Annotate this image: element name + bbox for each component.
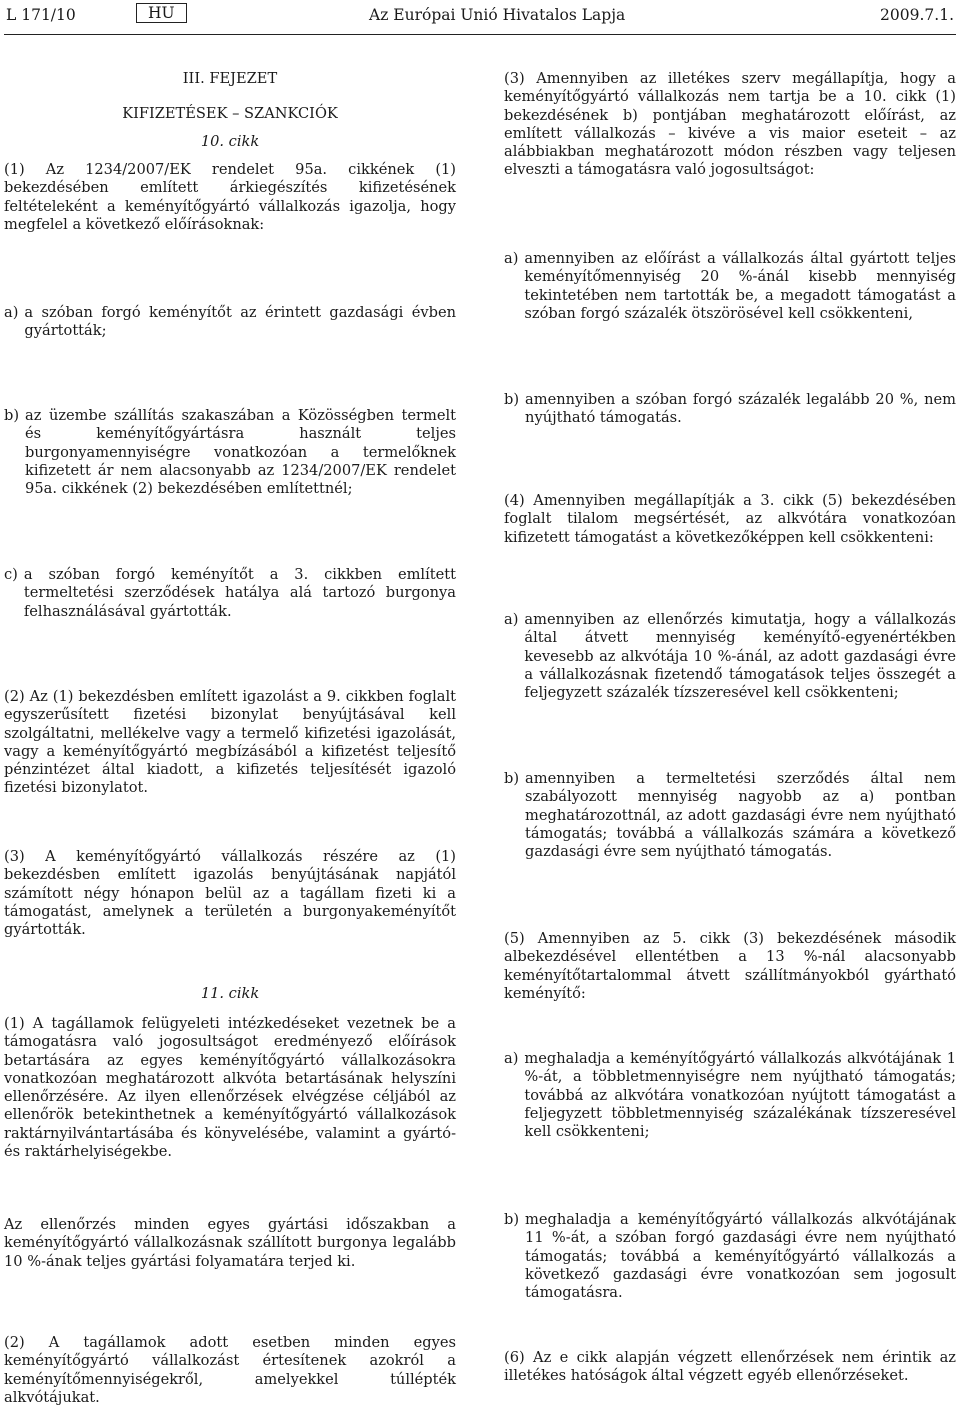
point-text: meghaladja a keményítőgyártó vállalkozás alkvótájának 11 %-át, a szóban forgó gazdasági évre nem nyújtható támogatás; továbbá a keményítőgyártó vállalkozás a következő gazdasági évre vonatkozóan sem jogosult támogatásra. [525,1211,956,1302]
article-11-p3-point-a [504,250,956,323]
article-10-paragraph-3: (3) A keményítőgyártó vállalkozás részére az (1) bekezdésben említett igazolás benyújtásának napjától számított négy hónapon belül az a tagállam fizeti ki a támogatást, amelynek a területén a burgonyakeményítőt gyártották. [4,848,456,939]
point-text: amennyiben a szóban forgó százalék legalább 20 %, nem nyújtható támogatás. [525,391,956,427]
point-label: a) [504,1050,519,1067]
article-11-p3-point-b [504,391,956,428]
article-10-paragraph-2: (2) Az (1) bekezdésben említett igazolást a 9. cikkben foglalt egyszerűsített fizetési bizonylat benyújtásával kell szolgáltatni, mellékelve vagy a termelő kifizetési igazolását, vagy a keményítőgyártó megbízásából a kifizetést teljesítő pénzintézet által kiadott, a kifizetés teljesítését igazoló fizetési bizonylatot. [4,688,456,797]
point-label: c) [4,566,18,583]
point-text: a szóban forgó keményítőt a 3. cikkben említett termeltetési szerződések hatálya alá tartozó burgonya felhasználásával gyártották. [23,566,456,620]
article-10-point-b [4,407,456,498]
point-text: amennyiben a termeltetési szerződés által nem szabályozott mennyiség nagyobb az a) pontban meghatározottnál, az adott gazdasági évre nem nyújtható támogatás; továbbá a vállalkozás számára a következő gazdasági évre sem nyújtható támogatás. [525,770,956,861]
point-text: amennyiben az előírást a vállalkozás által gyártott teljes keményítőmennyiség 20 %-ánál kisebb mennyiség tekintetében nem tartották be, a megadott támogatást a szóban forgó százalék ötszörösével kell csökkenteni, [524,250,956,322]
article-10-point-a [4,304,456,341]
journal-title: Az Európai Unió Hivatalos Lapja [369,6,626,24]
article-11-paragraph-1-continued: Az ellenőrzés minden egyes gyártási időszakban a keményítőgyártó vállalkozásnak szállított burgonya legalább 10 %-ának teljes gyártási folyamatára terjed ki. [4,1216,456,1270]
chapter-title: KIFIZETÉSEK – SZANKCIÓK [122,105,338,122]
point-text: az üzembe szállítás szakaszában a Közösségben termelt és keményítőgyártásra használt teljes burgonyamennyiségre vonatkozóan a termelőknek kifizetett ár nem alacsonyabb az 1234/2007/EK rendelet 95a. cikkének (2) bekezdésében említettnél; [25,407,456,498]
page-reference: L 171/10 [6,6,76,24]
point-label: b) [504,391,520,408]
article-11-paragraph-4: (4) Amennyiben megállapítják a 3. cikk (5) bekezdésében foglalt tilalom megsértését, az alkvótára vonatkozóan kifizetett támogatást a következőképpen kell csökkenteni: [504,492,956,546]
point-label: b) [504,1211,520,1228]
language-badge: HU [136,3,187,23]
article-11-paragraph-2: (2) A tagállamok adott esetben minden egyes keményítőgyártó vállalkozást értesítenek azokról a keményítőmennyiségekről, amelyekkel túllépték alkvótájukat. [4,1334,456,1406]
point-label: b) [4,407,20,424]
publication-date: 2009.7.1. [880,6,954,24]
point-label: a) [504,611,519,628]
article-11-p4-point-a [504,611,956,702]
point-label: a) [4,304,19,321]
article-11-paragraph-6: (6) Az e cikk alapján végzett ellenőrzések nem érintik az illetékes hatóságok által végzett egyéb ellenőrzéseket. [504,1349,956,1385]
point-text: amennyiben az ellenőrzés kimutatja, hogy a vállalkozás által átvett mennyiség keményítő-egyenértékben kevesebb az alkvótája 10 %-ánál, az adott gazdasági évre a vállalkozásnak fizetendő támogatások teljes összegét a feljegyzett százalék tízszeresével kell csökkenteni; [524,611,956,702]
header-rule [4,34,956,35]
article-10-point-c [4,566,456,621]
point-text: meghaladja a keményítőgyártó vállalkozás alkvótájának 1 %-át, a többletmennyiségre nem nyújtható támogatás; továbbá az alkvótára vonatkozóan nyújtott támogatást a feljegyzett többletmennyiség százalékának tízszeresével kell csökkenteni; [524,1050,956,1141]
article-10-paragraph-1: (1) Az 1234/2007/EK rendelet 95a. cikkének (1) bekezdésében említett árkiegészítés kifizetésének feltételeként a keményítőgyártó vállalkozás igazolja, hogy megfelel a következő előírásoknak: [4,161,456,233]
article-11-p5-point-b [504,1211,956,1302]
point-text: a szóban forgó keményítőt az érintett gazdasági évben gyártották; [24,304,456,340]
chapter-number: III. FEJEZET [182,70,278,87]
article-11-title: 11. cikk [200,985,260,1002]
article-11-p5-point-a [504,1050,956,1141]
page-header [0,0,960,34]
point-label: b) [504,770,520,787]
article-11-paragraph-3: (3) Amennyiben az illetékes szerv megállapítja, hogy a keményítőgyártó vállalkozás nem tartja be a 10. cikk (1) bekezdésének b) pontjában meghatározott előírást, az említett vállalkozás – kivéve a vis maior eseteit – az alábbiakban meghatározott módon részben vagy teljesen elveszti a támogatásra való jogosultságot: [504,70,956,179]
point-label: a) [504,250,519,267]
article-11-p4-point-b [504,770,956,861]
article-11-paragraph-1: (1) A tagállamok felügyeleti intézkedéseket vezetnek be a támogatásra való jogosultságot eredményező előírások betartására az egyes keményítőgyártó vállalkozásokra vonatkozóan meghatározott alkvóta betartásának helyszíni ellenőrzésére. Az ilyen ellenőrzések elvégzése céljából az ellenőrök betekinthetnek a keményítőgyártó vállalkozások raktárnyilvántartásába és könyvelésébe, valamint a gyártó- és raktárhelyiségekbe. [4,1015,456,1161]
article-11-paragraph-5: (5) Amennyiben az 5. cikk (3) bekezdésének második albekezdésével ellentétben a 13 %-nál alacsonyabb keményítőtartalommal átvett szállítmányokból gyártható keményítő: [504,930,956,1002]
article-10-title: 10. cikk [200,133,260,150]
